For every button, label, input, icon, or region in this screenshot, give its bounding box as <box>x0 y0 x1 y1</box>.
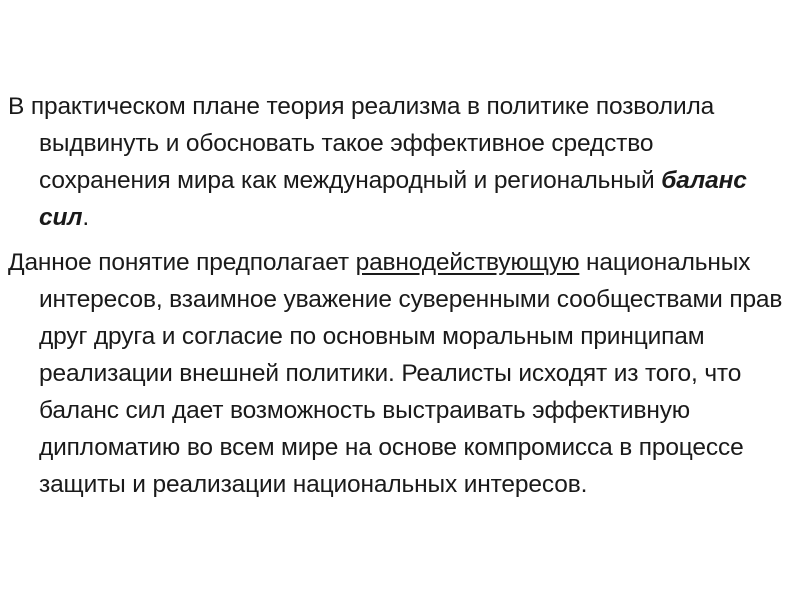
paragraph-balance-of-power <box>8 88 788 236</box>
paragraph-2-lead: Данное понятие предполагает <box>8 249 356 276</box>
paragraph-2-text: национальных интересов, взаимное уважение суверенными сообществами прав друг друга и согласие по основным моральным принципам реализации внешней политики. Реалисты исходят из того, что баланс сил дает возможность выстраивать эффективную дипломатию во всем мире на основе компромисса в процессе защиты и реализации национальных интересов. <box>39 249 783 498</box>
underlined-term-resultant: равнодействующую <box>355 249 580 276</box>
paragraph-1-text: В практическом плане теория реализма в политике позволила выдвинуть и обосновать такое эффективное средство сохранения мира как международный и региональный <box>8 93 715 194</box>
slide-body <box>8 88 788 511</box>
paragraph-concept-definition <box>8 244 788 503</box>
term-balance-of-power: баланс сил <box>39 167 747 231</box>
paragraph-1-tail: . <box>82 204 90 231</box>
